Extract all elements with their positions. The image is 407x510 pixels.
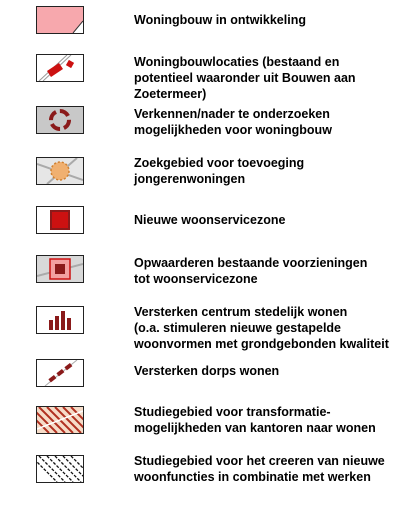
legend-3-line-2: mogelijkheden voor woningbouw (134, 123, 332, 137)
red-square-icon (36, 206, 84, 234)
legend-7-line-1: Versterken centrum stedelijk wonen (134, 305, 348, 319)
legend-label-8 (134, 363, 402, 379)
legend-3-line-1: Verkennen/nader te onderzoeken (134, 107, 330, 121)
pink-area-icon (36, 6, 84, 34)
red-location-blocks-icon (36, 54, 84, 82)
framed-red-square-icon (36, 255, 84, 283)
legend-4-line-2: jongerenwoningen (134, 172, 246, 186)
legend-2-line-3: Zoetermeer) (134, 87, 207, 101)
black-hatch-icon (36, 455, 84, 483)
red-location-blocks-icon-svg (37, 55, 83, 81)
legend-9-line-2: mogelijkheden van kantoren naar wonen (134, 421, 376, 435)
legend-6-line-2: tot woonservicezone (134, 272, 258, 286)
dotted-diagonal-icon (36, 359, 84, 387)
red-square-icon-svg (37, 207, 83, 233)
dotted-diagonal-icon-svg (37, 360, 83, 386)
black-hatch-icon-svg (37, 456, 83, 482)
dashed-circle-icon-svg (37, 107, 83, 133)
legend-5-line-1: Nieuwe woonservicezone (134, 213, 286, 227)
legend-label-9 (134, 404, 402, 436)
bar-graph-icon-svg (37, 307, 83, 333)
pink-area-icon-svg (37, 7, 83, 33)
framed-red-square-icon-svg (37, 256, 83, 282)
legend-label-2 (134, 54, 402, 102)
legend-label-4 (134, 155, 402, 187)
legend-10-line-1: Studiegebied voor het creeren van nieuwe (134, 454, 385, 468)
red-hatch-icon-svg (37, 407, 83, 433)
legend-7-line-2: (o.a. stimuleren nieuwe gestapelde (134, 321, 342, 335)
legend-1-line-1: Woningbouw in ontwikkeling (134, 13, 306, 27)
legend-7-line-3: woonvormen met grondgebonden kwaliteit (134, 337, 389, 351)
bar-graph-icon (36, 306, 84, 334)
legend-label-7 (134, 304, 402, 352)
legend-10-line-2: woonfuncties in combinatie met werken (134, 470, 371, 484)
legend-2-line-2: potentieel waaronder uit Bouwen aan (134, 71, 356, 85)
legend-label-10 (134, 453, 402, 485)
legend-9-line-1: Studiegebied voor transformatie- (134, 405, 331, 419)
legend-6-line-1: Opwaarderen bestaande voorzieningen (134, 256, 368, 270)
legend-label-6 (134, 255, 402, 287)
legend-4-line-1: Zoekgebied voor toevoeging (134, 156, 305, 170)
red-hatch-icon (36, 406, 84, 434)
legend-2-line-1: Woningbouwlocaties (bestaand en (134, 55, 340, 69)
legend-label-3 (134, 106, 402, 138)
legend-label-1 (134, 12, 402, 28)
legend-8-line-1: Versterken dorps wonen (134, 364, 280, 378)
orange-search-area-icon (36, 157, 84, 185)
legend-label-5 (134, 212, 402, 228)
orange-search-area-icon-svg (37, 158, 83, 184)
dashed-circle-icon (36, 106, 84, 134)
